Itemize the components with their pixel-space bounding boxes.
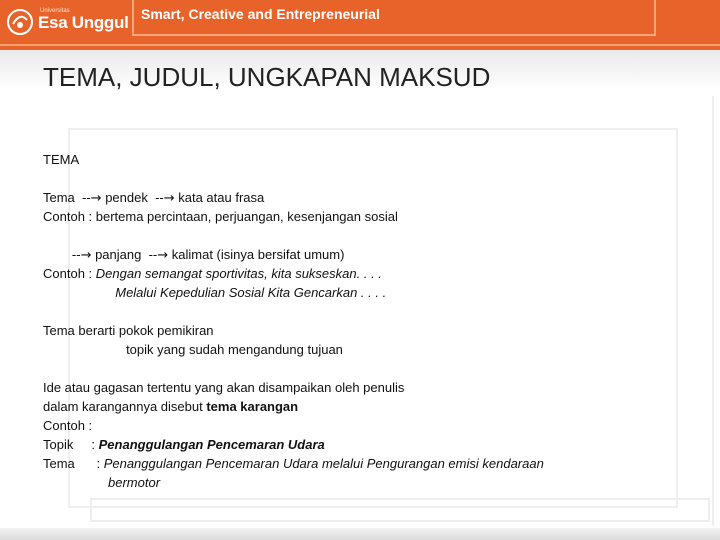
spacer (43, 226, 683, 245)
header-divider (0, 44, 720, 46)
example-text: Dengan semangat sportivitas, kita sukseskan. . . . (95, 266, 382, 281)
university-logo (6, 6, 129, 38)
example-theme-continued: bermotor (43, 475, 161, 490)
logo-caption: Universitas (40, 8, 70, 14)
text-segment: Topik : (43, 437, 99, 452)
arrow-right-icon: → (163, 191, 175, 206)
slide-body (43, 150, 683, 492)
text-segment: kata atau frasa (174, 190, 265, 205)
text-segment: kalimat (isinya bersifat umum) (168, 247, 345, 262)
body-line: Contoh : (43, 418, 93, 433)
arrow-right-icon: → (90, 191, 102, 206)
text-segment: pendek -- (101, 190, 164, 205)
body-line (43, 188, 683, 207)
body-line: topik yang sudah mengandung tujuan (43, 342, 343, 357)
spacer (43, 169, 683, 188)
text-segment: Tema (43, 323, 79, 338)
logo-emblem-icon (6, 8, 34, 36)
decorative-line (712, 96, 714, 526)
body-line (43, 454, 683, 473)
footer-frame (90, 498, 710, 522)
bold-term: tema karangan (206, 399, 299, 414)
header-tagline: Smart, Creative and Entrepreneurial (141, 6, 380, 22)
footer-strip (0, 528, 720, 540)
text-segment: berarti pokok pemikiran (78, 323, 214, 338)
text-segment: -- (43, 247, 81, 262)
body-line (43, 321, 683, 340)
body-line (43, 435, 683, 454)
logo-name: Esa Unggul (38, 13, 129, 32)
section-heading: TEMA (43, 152, 80, 167)
example-theme: Penanggulangan Pencemaran Udara melalui Pengurangan emisi kendaraan (103, 456, 544, 471)
body-line (43, 397, 683, 416)
body-line (43, 264, 683, 283)
slide-title: TEMA, JUDUL, UNGKAPAN MAKSUD (43, 62, 491, 92)
text-segment: Tema -- (43, 190, 91, 205)
text-segment: dalam karangannya disebut (43, 399, 207, 414)
text-segment: panjang -- (91, 247, 158, 262)
arrow-right-icon: → (80, 248, 92, 263)
body-line: Ide atau gagasan tertentu yang akan disampaikan oleh penulis (43, 380, 405, 395)
spacer (43, 359, 683, 378)
spacer (43, 302, 683, 321)
arrow-right-icon: → (157, 248, 169, 263)
example-topic: Penanggulangan Pencemaran Udara (98, 437, 325, 452)
example-text: Melalui Kepedulian Sosial Kita Gencarkan . . . . (43, 285, 387, 300)
text-segment: Contoh : (43, 266, 96, 281)
body-line: Contoh : bertema percintaan, perjuangan, kesenjangan sosial (43, 209, 398, 224)
body-line (43, 245, 683, 264)
text-segment: Tema : (43, 456, 104, 471)
